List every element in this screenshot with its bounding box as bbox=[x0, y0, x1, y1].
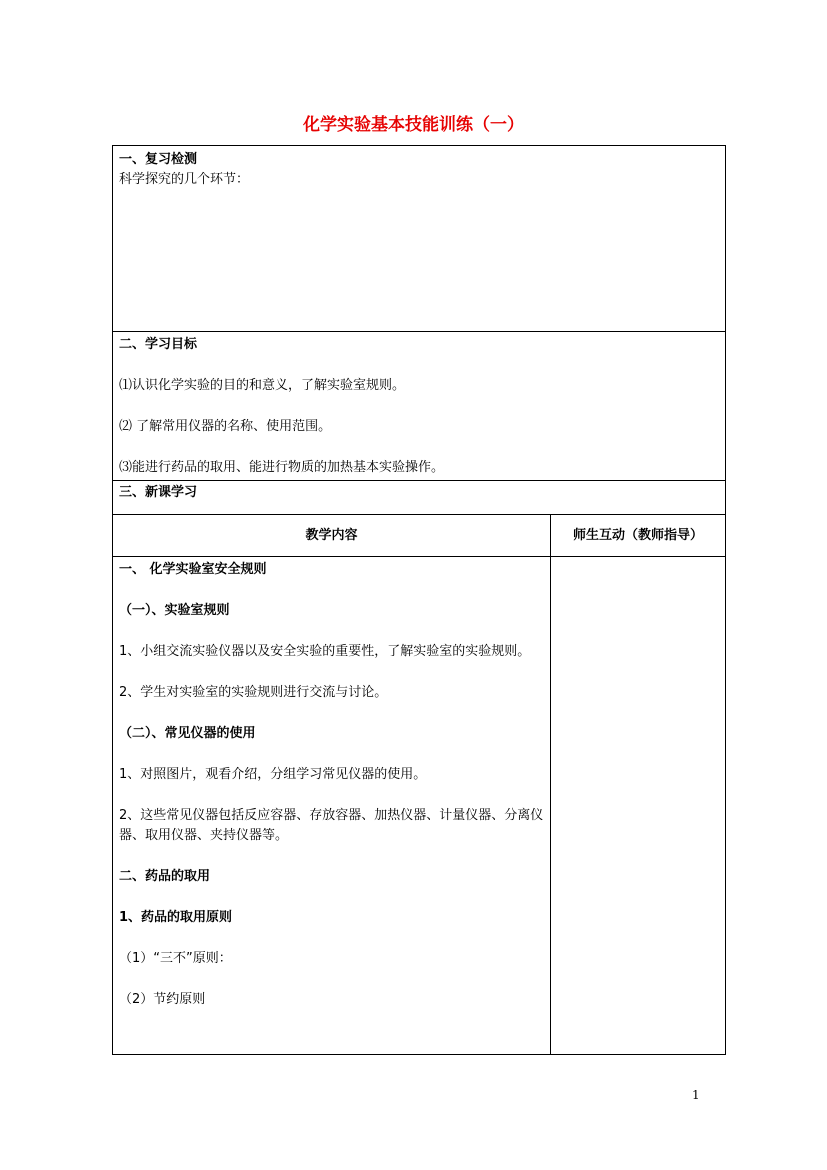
part2-title: 二、药品的取用 bbox=[119, 869, 211, 884]
new-lesson-row bbox=[113, 481, 726, 515]
sub2-title: （二）、常见仪器的使用 bbox=[119, 726, 256, 741]
rule-2: （2）节约原则 bbox=[119, 992, 206, 1007]
column-header-interaction: 师生互动（教师指导） bbox=[551, 515, 726, 557]
sub2-paragraph-1: 1、对照图片，观看介绍，分组学习常见仪器的使用。 bbox=[119, 767, 427, 782]
review-prompt: 科学探究的几个环节： bbox=[119, 172, 250, 187]
teacher-guidance-cell bbox=[551, 557, 726, 1055]
objectives-heading: 二、学习目标 bbox=[119, 337, 198, 352]
new-lesson-heading: 三、新课学习 bbox=[119, 485, 198, 500]
rule-1: （1）“三不”原则： bbox=[119, 951, 232, 966]
objectives-section-row bbox=[113, 332, 726, 481]
part1-title: 一、 化学实验室安全规则 bbox=[119, 562, 267, 577]
objective-item: ⑶能进行药品的取用、能进行物质的加热基本实验操作。 bbox=[119, 460, 445, 475]
lesson-table bbox=[112, 145, 726, 1055]
content-row bbox=[113, 557, 726, 1055]
column-header-row bbox=[113, 515, 726, 557]
column-header-content: 教学内容 bbox=[113, 515, 551, 557]
review-section bbox=[113, 146, 726, 332]
new-lesson-section bbox=[113, 481, 726, 515]
teaching-content-cell bbox=[113, 557, 551, 1055]
review-section-row bbox=[113, 146, 726, 332]
sub2-paragraph-2: 2、这些常见仪器包括反应容器、存放容器、加热仪器、计量仪器、分离仪器、取用仪器、夹持仪器等。 bbox=[119, 808, 544, 843]
sub1-paragraph-1: 1、小组交流实验仪器以及安全实验的重要性，了解实验室的实验规则。 bbox=[119, 644, 531, 659]
part2-subtitle: 1、药品的取用原则 bbox=[119, 910, 233, 925]
sub1-paragraph-2: 2、学生对实验室的实验规则进行交流与讨论。 bbox=[119, 685, 388, 700]
page-number: 1 bbox=[692, 1088, 700, 1102]
sub1-title: （一）、实验室规则 bbox=[119, 603, 230, 618]
document-title: 化学实验基本技能训练（一） bbox=[303, 115, 524, 135]
review-heading: 一、复习检测 bbox=[119, 152, 198, 167]
objective-item: ⑵ 了解常用仪器的名称、使用范围。 bbox=[119, 419, 332, 434]
objectives-section bbox=[113, 332, 726, 481]
objective-item: ⑴认识化学实验的目的和意义，了解实验室规则。 bbox=[119, 378, 406, 393]
